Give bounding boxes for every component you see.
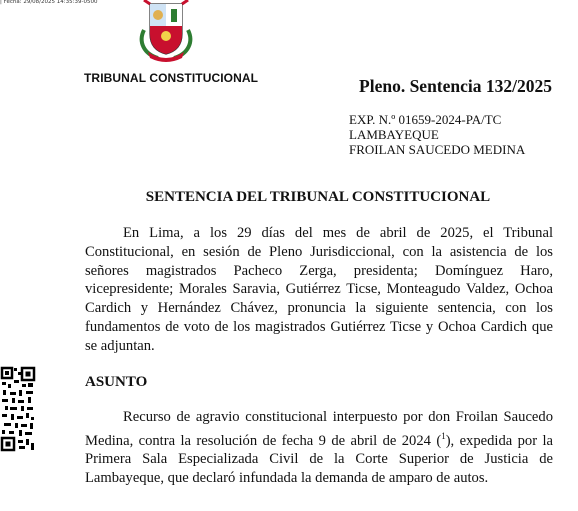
asunto-text-part1: Recurso de agravio constitucional interpuesto por don Froilan Saucedo Medina, contra la resolución de fecha 9 de abril de 2024 ( bbox=[85, 409, 553, 449]
coat-of-arms-icon bbox=[134, 0, 198, 62]
footnote-marker[interactable]: 1 bbox=[441, 430, 446, 441]
asunto-paragraph bbox=[85, 408, 553, 488]
expediente-number: EXP. N.º 01659-2024-PA/TC bbox=[349, 112, 502, 127]
section-title-asunto: ASUNTO bbox=[85, 374, 148, 390]
case-info bbox=[349, 112, 525, 157]
party-name: FROILAN SAUCEDO MEDINA bbox=[349, 142, 526, 157]
intro-text: En Lima, a los 29 días del mes de abril de 2025, el Tribunal Constitucional, en sesión de Pleno Jurisdiccional, con la asistencia de los señores magistrados Pacheco Zerga, presidenta; Domínguez Haro, vicepresidente; Morales Saravia, Gutiérrez Ticse, Monteagudo Valdez, Ochoa Cardich y Hernández Chávez, pronuncia la siguiente sentencia, con los fundamentos de voto de los magistrados Gutiérrez Ticse y Ochoa Cardich que se adjuntan. bbox=[85, 225, 553, 354]
intro-paragraph bbox=[85, 224, 553, 356]
document-heading: SENTENCIA DEL TRIBUNAL CONSTITUCIONAL bbox=[145, 189, 491, 205]
asunto-text-part2: ), expedida por la Primera Sala Especializada Civil de la Corte Superior de Justicia de Lambayeque, que declaró infundada la demanda de amparo de autos. bbox=[85, 432, 553, 487]
institution-name: TRIBUNAL CONSTITUCIONAL bbox=[84, 71, 259, 85]
sentencia-title: Pleno. Sentencia 132/2025 bbox=[359, 76, 552, 96]
qr-code-icon bbox=[0, 366, 36, 452]
digital-signature-stamp: | Fecha: 29/08/2025 14:35:39-0500 bbox=[0, 0, 98, 5]
region: LAMBAYEQUE bbox=[349, 127, 439, 142]
